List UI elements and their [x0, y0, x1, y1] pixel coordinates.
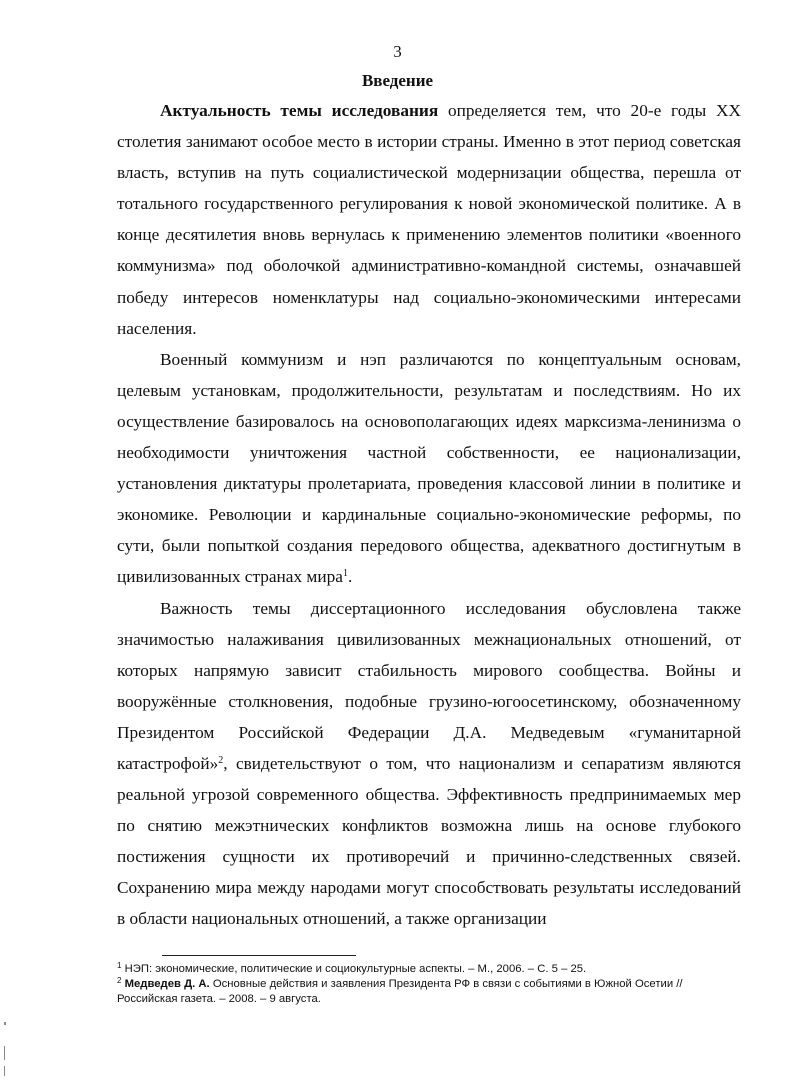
footnote-1-number: 1 — [117, 961, 122, 970]
scan-artifact-mark — [4, 1066, 5, 1076]
paragraph-1-bold-lead: Актуальность темы исследования — [160, 101, 439, 120]
footnote-1 — [117, 962, 741, 977]
footnote-2 — [117, 977, 741, 1007]
scan-artifact-mark — [4, 1046, 5, 1060]
paragraph-2-tail: . — [347, 567, 353, 587]
footnotes — [117, 962, 741, 1007]
paragraph-2 — [117, 344, 741, 593]
body-text — [117, 95, 741, 935]
section-title: Введение — [361, 71, 434, 90]
footnote-ref-1[interactable]: 1 — [342, 568, 348, 580]
paragraph-1 — [117, 95, 741, 344]
scan-artifact-mark — [4, 1022, 6, 1025]
footnote-2-number: 2 — [117, 976, 122, 985]
footnote-ref-2[interactable]: 2 — [218, 754, 224, 766]
paragraph-3 — [117, 593, 741, 935]
paragraph-2-text: Военный коммунизм и нэп различаются по концептуальным основам, целевым установкам, продолжительности, результатам и последствиям. Но их осуществление базировалось на основополагающих идеях марксизма-ленинизма о необходимости уничтожения частной собственности, ее национализации, установления диктатуры пролетариата, проведения классовой линии в политике и экономике. Революции и кардинальные социально-экономические реформы, по сути, были попыткой создания передового общества, адекватного достигнутым в цивилизованных странах мира — [117, 349, 741, 587]
page-number: 3 — [393, 42, 402, 61]
paragraph-3-text-a: Важность темы диссертационного исследования обусловлена также значимостью налаживания цивилизованных межнациональных отношений, от которых напрямую зависит стабильность мирового сообщества. Войны и вооружённые столкновения, подобные грузино-югоосетинскому, обозначенному Президентом Российской Федерации Д.А. Медведевым «гуманитарной катастрофой» — [117, 598, 741, 773]
footnote-2-text: Основные действия и заявления Президента РФ в связи с событиями в Южной Осетии // Российская газета. – 2008. – 9 августа. — [117, 978, 683, 1005]
footnote-1-text: НЭП: экономические, политические и социокультурные аспекты. – М., 2006. – С. 5 – 25. — [121, 963, 587, 975]
paragraph-3-text-b: , свидетельствуют о том, что национализм и сепаратизм являются реальной угрозой современного общества. Эффективность предпринимаемых мер по снятию межэтнических конфликтов возможна лишь на основе глубокого постижения сущности их противоречий и причинно-следственных связей. Сохранению мира между народами могут способствовать результаты исследований в области национальных отношений, а также организации — [117, 753, 741, 929]
footnote-2-author: Медведев Д. А. — [121, 978, 210, 990]
paragraph-1-text: определяется тем, что 20-е годы XX столетия занимают особое место в истории страны. Именно в этот период советская власть, вступив на путь социалистической модернизации общества, перешла от тотального государственного регулирования к новой экономической политике. А в конце десятилетия вновь вернулась к применению элементов политики «военного коммунизма» под оболочкой административно-командной системы, означавшей победу интересов номенклатуры над социально-экономическими интересами населения. — [117, 101, 741, 338]
footnote-divider — [162, 955, 356, 956]
